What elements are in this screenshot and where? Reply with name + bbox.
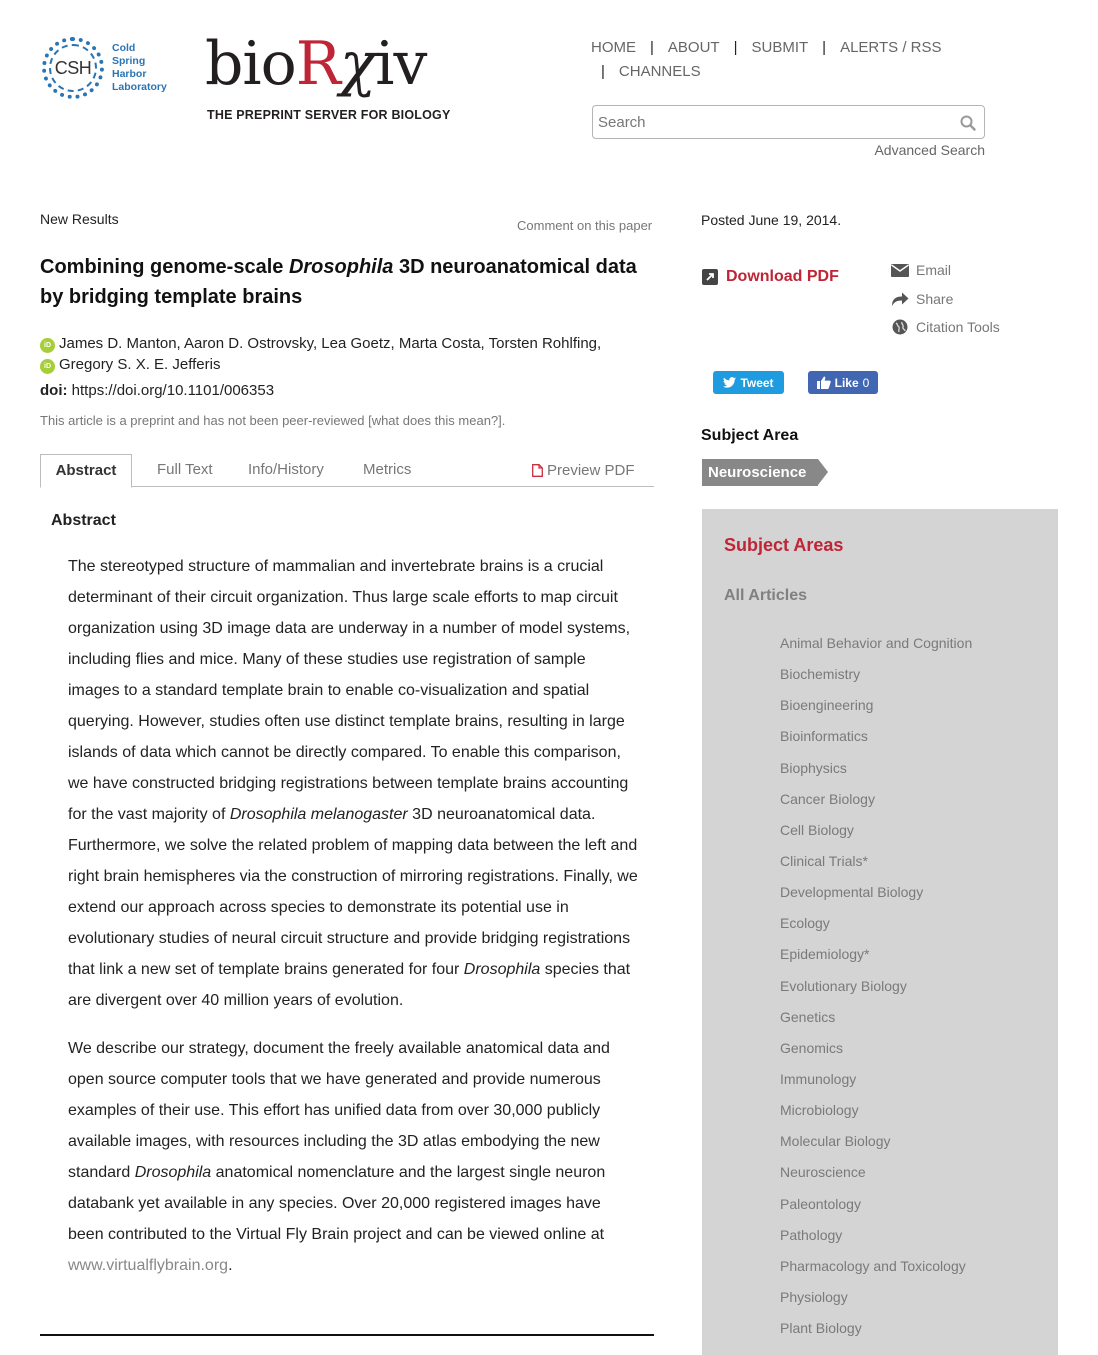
posted-date: Posted June 19, 2014. xyxy=(701,212,842,228)
list-item xyxy=(780,1223,972,1254)
subject-link[interactable]: Neuroscience xyxy=(780,1164,866,1181)
tab-metrics[interactable]: Metrics xyxy=(363,461,412,478)
share-tools xyxy=(891,256,1000,342)
subject-tag-neuroscience[interactable]: Neuroscience xyxy=(702,459,818,486)
abstract-heading: Abstract xyxy=(51,512,116,529)
list-item xyxy=(780,911,972,942)
list-item xyxy=(780,787,972,818)
orcid-icon[interactable]: iD xyxy=(40,359,55,374)
virtualflybrain-link[interactable]: www.virtualflybrain.org xyxy=(68,1257,229,1274)
list-item xyxy=(780,1036,972,1067)
subject-link[interactable]: Paleontology xyxy=(780,1195,861,1212)
facebook-like-button[interactable]: Like 0 xyxy=(808,371,878,394)
csh-ring-icon xyxy=(42,37,104,99)
all-articles-link[interactable]: All Articles xyxy=(724,587,807,604)
list-item xyxy=(780,818,972,849)
list-item xyxy=(780,1005,972,1036)
comment-link[interactable]: Comment on this paper xyxy=(517,218,653,233)
list-item xyxy=(780,693,972,724)
list-item xyxy=(780,880,972,911)
nav-home[interactable]: HOME xyxy=(591,39,636,56)
doi-label: doi: xyxy=(40,382,68,399)
subject-link[interactable]: Bioengineering xyxy=(780,697,874,714)
tab-abstract[interactable]: Abstract xyxy=(40,454,132,488)
globe-icon xyxy=(891,319,909,335)
doi xyxy=(40,382,274,399)
email-button[interactable]: Email xyxy=(891,256,1000,285)
list-item xyxy=(780,756,972,787)
subject-link[interactable]: Epidemiology* xyxy=(780,946,870,963)
top-nav: HOME | ABOUT | SUBMIT | ALERTS / RSS | CHANNELS xyxy=(591,39,942,80)
abstract-paragraph-1: The stereotyped structure of mammalian and invertebrate brains is a crucial determinant of their circuit organization. Thus large scale efforts to map circuit organization using 3D image data are underway in a number of model systems, including flies and mice. Many of these studies use registration of sample images to a standard template brain to enable co-visualization and spatial querying. However, studies often use distinct template brains, resulting in large islands of data which cannot be directly compared. To enable this comparison, we have constructed bridging registrations between template brains accounting for the vast majority of Drosophila melanogaster 3D neuroanatomical data. Furthermore, we solve the related problem of mapping data between the left and right brain hemispheres via the construction of mirroring registrations. Finally, we extend our approach across species to demonstrate its potential use in evolutionary studies of neural circuit structure and provide bridging registrations that link a new set of template brains generated for four Drosophila species that are divergent over 40 million years of evolution. xyxy=(68,558,638,1009)
subject-link[interactable]: Microbiology xyxy=(780,1102,859,1119)
csh-mark: CSH xyxy=(54,57,92,78)
csh-logo[interactable] xyxy=(42,36,182,100)
preprint-note: This article is a preprint and has not been peer-reviewed [what does this mean?]. xyxy=(40,413,506,428)
list-item xyxy=(780,1098,972,1129)
list-item xyxy=(780,1067,972,1098)
subject-link[interactable]: Genomics xyxy=(780,1039,844,1056)
subject-link[interactable]: Ecology xyxy=(780,915,830,932)
subject-link[interactable]: Genetics xyxy=(780,1008,836,1025)
article-title: Combining genome-scale Drosophila 3D neuroanatomical data by bridging template brains xyxy=(40,256,637,308)
subject-link[interactable]: Biochemistry xyxy=(780,666,861,683)
list-item xyxy=(780,1192,972,1223)
subject-link[interactable]: Pathology xyxy=(780,1226,843,1243)
list-item xyxy=(780,1254,972,1285)
subject-areas-panel xyxy=(702,509,1058,1355)
list-item xyxy=(780,849,972,880)
tab-full-text[interactable]: Full Text xyxy=(157,461,213,478)
biorxiv-wordmark: bioRχiv xyxy=(205,29,427,99)
subject-link[interactable]: Molecular Biology xyxy=(780,1133,891,1150)
like-count: 0 xyxy=(862,375,870,390)
share-arrow-icon xyxy=(891,291,909,307)
subject-link[interactable]: Plant Biology xyxy=(780,1320,862,1337)
subject-link[interactable]: Physiology xyxy=(780,1288,848,1305)
pdf-file-icon xyxy=(532,464,543,477)
subject-link[interactable]: Clinical Trials* xyxy=(780,852,868,869)
tab-info-history[interactable]: Info/History xyxy=(248,461,324,478)
list-item xyxy=(780,1129,972,1160)
search-icon[interactable] xyxy=(960,115,976,131)
tweet-button[interactable]: Tweet xyxy=(713,371,784,394)
list-item xyxy=(780,1316,972,1347)
biorxiv-tagline: THE PREPRINT SERVER FOR BIOLOGY xyxy=(207,108,451,122)
article-tabs xyxy=(40,454,654,487)
subject-link[interactable]: Cancer Biology xyxy=(780,790,875,807)
subject-link[interactable]: Developmental Biology xyxy=(780,884,924,901)
twitter-bird-icon xyxy=(723,377,736,388)
subject-link[interactable]: Biophysics xyxy=(780,759,847,776)
thumbs-up-icon xyxy=(817,376,831,389)
nav-alerts-rss[interactable]: ALERTS / RSS xyxy=(840,39,942,56)
advanced-search-link[interactable]: Advanced Search xyxy=(874,142,985,158)
list-item xyxy=(780,1285,972,1316)
subject-link[interactable]: Pharmacology and Toxicology xyxy=(780,1257,966,1274)
nav-channels[interactable]: CHANNELS xyxy=(618,63,701,80)
search-box xyxy=(592,105,985,139)
list-item xyxy=(780,662,972,693)
csh-wordmark: Cold Spring Harbor Laboratory xyxy=(112,42,167,93)
biorxiv-logo[interactable] xyxy=(205,30,455,122)
list-item xyxy=(780,974,972,1005)
article-type: New Results xyxy=(40,211,119,227)
list-item xyxy=(780,724,972,755)
envelope-icon xyxy=(891,262,909,278)
list-item xyxy=(780,1160,972,1191)
download-pdf-button[interactable]: Download PDF xyxy=(702,268,839,286)
authors-line-1[interactable]: James D. Manton, Aaron D. Ostrovsky, Lea Goetz, Marta Costa, Torsten Rohlfing, xyxy=(59,335,602,352)
subject-link[interactable]: Bioinformatics xyxy=(780,728,868,745)
author-list xyxy=(40,333,650,375)
list-item xyxy=(780,631,972,662)
external-link-icon xyxy=(702,269,718,285)
tab-preview-pdf[interactable]: Preview PDF xyxy=(532,454,635,487)
subject-area-heading: Subject Area xyxy=(701,427,799,444)
abstract-paragraph-2: We describe our strategy, document the freely available anatomical data and open source computer tools that we have generated and provide numerous examples of their use. This effort has unified data from over 30,000 publicly available images, with resources including the 3D atlas embodying the new standard Drosophila anatomical nomenclature and the largest single neuron databank yet available in any species. Over 20,000 registered images have been contributed to the Virtual Fly Brain project and can be viewed online at www.virtualflybrain.org. xyxy=(68,1040,610,1274)
share-button[interactable]: Share xyxy=(891,285,1000,314)
subject-list xyxy=(780,631,972,1347)
list-item xyxy=(780,942,972,973)
nav-about[interactable]: ABOUT xyxy=(667,39,720,56)
what-does-this-mean-link[interactable]: [what does this mean?] xyxy=(368,413,502,428)
doi-link[interactable]: https://doi.org/10.1101/006353 xyxy=(71,382,275,399)
citation-tools-button[interactable]: Citation Tools xyxy=(891,313,1000,342)
section-divider xyxy=(40,1334,654,1336)
search-input[interactable] xyxy=(598,107,938,137)
subject-link[interactable]: Cell Biology xyxy=(780,821,854,838)
nav-submit[interactable]: SUBMIT xyxy=(751,39,809,56)
orcid-icon[interactable]: iD xyxy=(40,338,55,353)
subject-link[interactable]: Immunology xyxy=(780,1070,857,1087)
authors-line-2[interactable]: Gregory S. X. E. Jefferis xyxy=(59,356,221,373)
subject-areas-title: Subject Areas xyxy=(724,535,844,555)
subject-link[interactable]: Animal Behavior and Cognition xyxy=(780,635,973,651)
abstract-body xyxy=(68,551,638,1298)
subject-link[interactable]: Evolutionary Biology xyxy=(780,977,907,994)
